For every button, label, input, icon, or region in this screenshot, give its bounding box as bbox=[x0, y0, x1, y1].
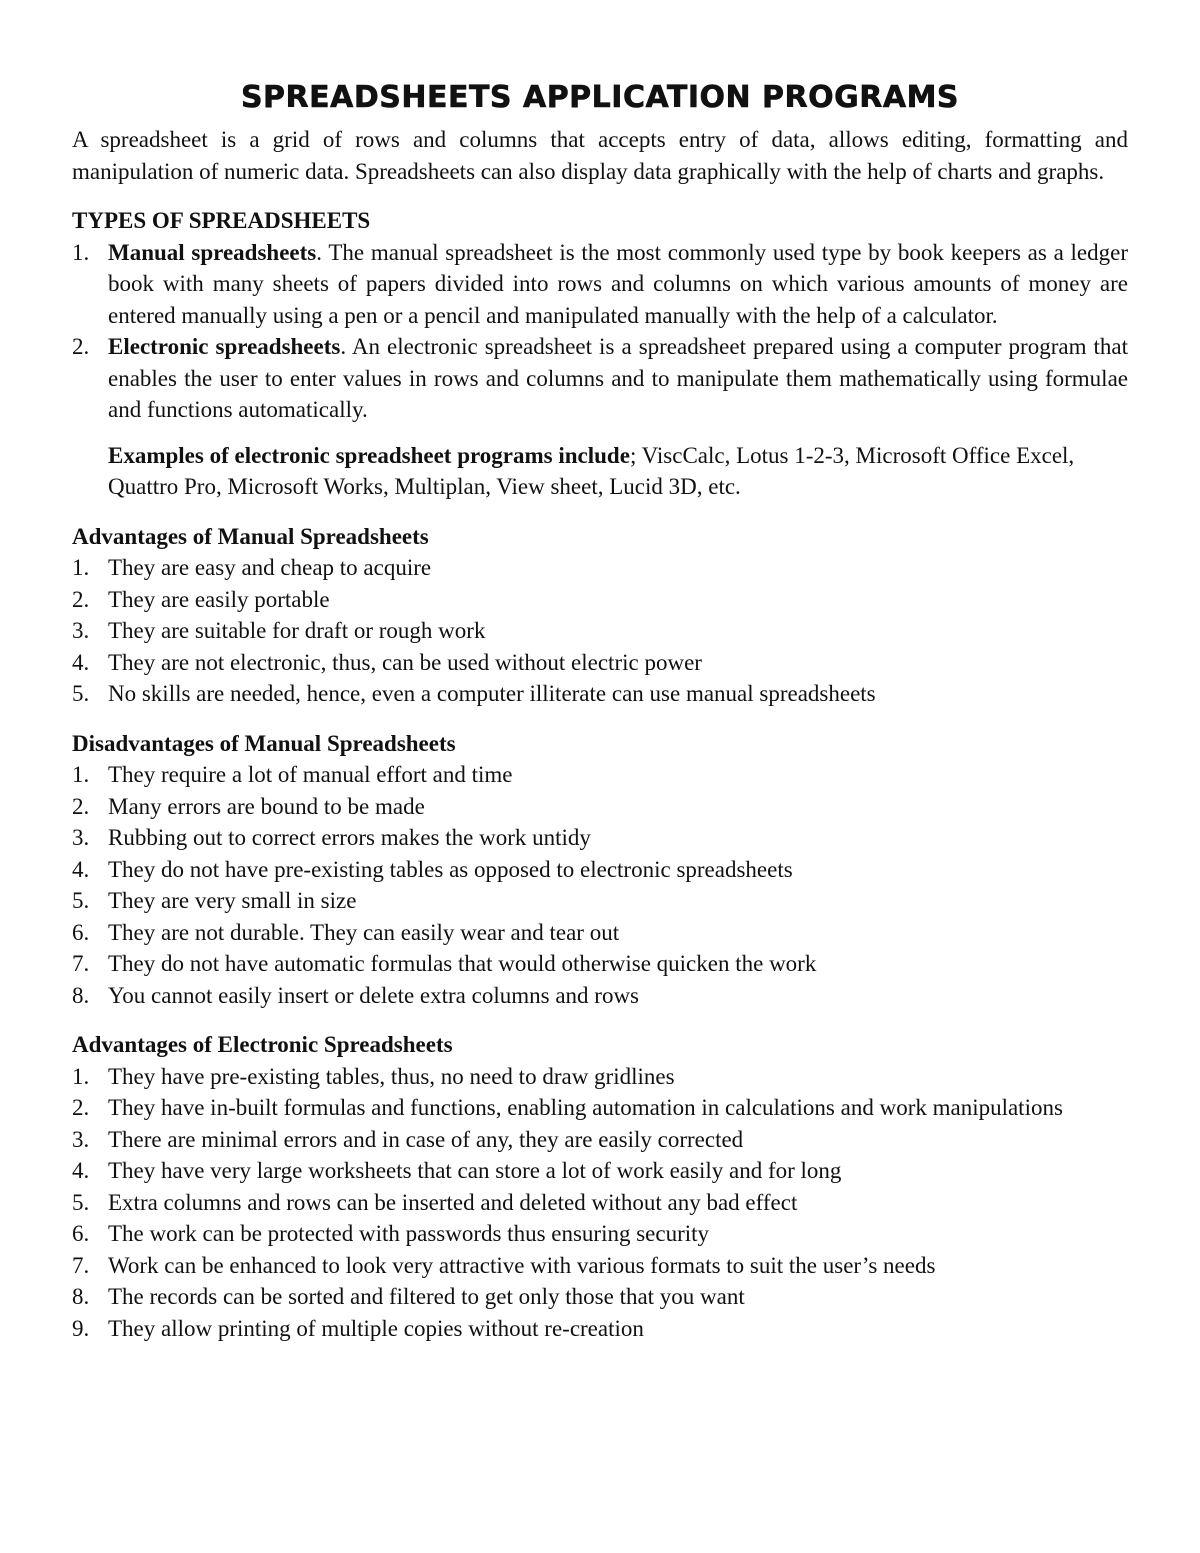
list-item bbox=[72, 791, 1128, 823]
types-heading: TYPES OF SPREADSHEETS bbox=[72, 208, 371, 233]
term-label: Manual spreadsheets bbox=[108, 239, 317, 265]
list-item bbox=[72, 1218, 1128, 1250]
list-number: 6. bbox=[72, 1221, 90, 1246]
advantages-manual-list bbox=[72, 552, 1128, 710]
list-item-text: Rubbing out to correct errors makes the work untidy bbox=[108, 825, 591, 850]
list-item bbox=[72, 980, 1128, 1012]
list-item-text: You cannot easily insert or delete extra columns and rows bbox=[108, 982, 640, 1008]
list-item bbox=[72, 1187, 1128, 1219]
list-item bbox=[72, 917, 1128, 949]
list-item-text: They are not durable. They can easily wear and tear out bbox=[108, 919, 620, 945]
examples-label: Examples of electronic spreadsheet programs include bbox=[108, 442, 630, 468]
advantages-manual-section bbox=[72, 521, 1128, 710]
disadvantages-manual-list bbox=[72, 759, 1128, 1011]
list-number: 1. bbox=[72, 239, 90, 265]
list-number: 2. bbox=[72, 334, 90, 359]
term-description: . An electronic spreadsheet is a spreadsheet prepared using a computer program that enables the user to enter values in rows and columns and to manipulate them mathematically using formulae and functions automatically. bbox=[108, 334, 1128, 422]
list-number: 1. bbox=[72, 555, 90, 580]
list-item bbox=[72, 678, 1128, 710]
types-section bbox=[72, 205, 1128, 503]
list-item bbox=[72, 1092, 1128, 1124]
list-item-text: They have pre-existing tables, thus, no need to draw gridlines bbox=[108, 1063, 675, 1089]
examples-text: ; ViscCalc, Lotus 1-2-3, Microsoft Office Excel, Quattro Pro, Microsoft Works, Multiplan, View sheet, Lucid 3D, etc. bbox=[108, 442, 1075, 499]
list-number: 4. bbox=[72, 649, 90, 675]
list-number: 1. bbox=[72, 1063, 90, 1089]
list-item bbox=[72, 237, 1128, 332]
list-number: 7. bbox=[72, 1252, 90, 1278]
list-item-text: No skills are needed, hence, even a computer illiterate can use manual spreadsheets bbox=[108, 681, 876, 706]
list-item bbox=[72, 331, 1128, 426]
list-item-text: There are minimal errors and in case of any, they are easily corrected bbox=[108, 1126, 744, 1152]
list-number: 4. bbox=[72, 856, 90, 882]
list-item bbox=[72, 647, 1128, 679]
list-number: 6. bbox=[72, 919, 90, 945]
list-number: 9. bbox=[72, 1315, 90, 1341]
list-item bbox=[72, 1124, 1128, 1156]
list-item-text: Many errors are bound to be made bbox=[108, 793, 425, 819]
list-number: 8. bbox=[72, 982, 90, 1008]
list-item bbox=[72, 1313, 1128, 1345]
list-number: 5. bbox=[72, 681, 90, 706]
list-number: 3. bbox=[72, 618, 90, 643]
term-label: Electronic spreadsheets bbox=[108, 334, 341, 359]
list-item-text: The work can be protected with passwords thus ensuring security bbox=[108, 1221, 710, 1246]
list-number: 2. bbox=[72, 1095, 90, 1120]
term-description: . The manual spreadsheet is the most commonly used type by book keepers as a ledger book with many sheets of papers divided into rows and columns on which various amounts of money are entered manually using a pen or a pencil and manipulated manually with the help of a calculator. bbox=[108, 239, 1128, 328]
list-number: 2. bbox=[72, 586, 90, 612]
list-item bbox=[72, 822, 1128, 854]
list-item bbox=[72, 552, 1128, 584]
list-item bbox=[72, 854, 1128, 886]
list-item bbox=[72, 1061, 1128, 1093]
examples-paragraph bbox=[108, 440, 1128, 503]
disadvantages-manual-section bbox=[72, 728, 1128, 1012]
document-title: SPREADSHEETS APPLICATION PROGRAMS bbox=[240, 80, 960, 115]
list-item-text: They are suitable for draft or rough work bbox=[108, 618, 486, 643]
list-item-text: They are easy and cheap to acquire bbox=[108, 555, 432, 580]
list-item bbox=[72, 1155, 1128, 1187]
advantages-electronic-list bbox=[72, 1061, 1128, 1345]
list-item-text: They are very small in size bbox=[108, 888, 357, 913]
list-item bbox=[72, 615, 1128, 647]
advantages-manual-heading: Advantages of Manual Spreadsheets bbox=[72, 523, 429, 549]
list-number: 3. bbox=[72, 1126, 90, 1152]
list-item-text: They are easily portable bbox=[108, 586, 330, 612]
list-item-text: They are not electronic, thus, can be used without electric power bbox=[108, 649, 702, 675]
list-number: 8. bbox=[72, 1284, 90, 1309]
list-number: 7. bbox=[72, 951, 90, 976]
list-item bbox=[72, 948, 1128, 980]
types-list bbox=[72, 237, 1128, 426]
list-number: 4. bbox=[72, 1158, 90, 1183]
list-item-text: The records can be sorted and filtered to get only those that you want bbox=[108, 1284, 745, 1309]
list-number: 5. bbox=[72, 888, 90, 913]
disadvantages-manual-heading: Disadvantages of Manual Spreadsheets bbox=[72, 730, 456, 756]
intro-paragraph: A spreadsheet is a grid of rows and columns that accepts entry of data, allows editing, formatting and manipulation of numeric data. Spreadsheets can also display data graphically with the help of charts and graphs. bbox=[72, 127, 1128, 184]
advantages-electronic-heading: Advantages of Electronic Spreadsheets bbox=[72, 1032, 453, 1057]
list-item bbox=[72, 759, 1128, 791]
list-item bbox=[72, 584, 1128, 616]
list-item-text: They do not have pre-existing tables as opposed to electronic spreadsheets bbox=[108, 856, 793, 882]
advantages-electronic-section bbox=[72, 1029, 1128, 1344]
list-number: 5. bbox=[72, 1189, 90, 1215]
list-item bbox=[72, 1281, 1128, 1313]
list-number: 3. bbox=[72, 825, 90, 850]
list-item-text: Extra columns and rows can be inserted and deleted without any bad effect bbox=[108, 1189, 798, 1215]
list-number: 2. bbox=[72, 793, 90, 819]
list-item-text: Work can be enhanced to look very attractive with various formats to suit the user’s needs bbox=[108, 1252, 936, 1278]
list-item bbox=[72, 885, 1128, 917]
list-item-text: They require a lot of manual effort and time bbox=[108, 762, 513, 787]
list-item bbox=[72, 1250, 1128, 1282]
list-item-text: They have very large worksheets that can store a lot of work easily and for long bbox=[108, 1158, 842, 1183]
list-item-text: They allow printing of multiple copies without re-creation bbox=[108, 1315, 644, 1341]
list-number: 1. bbox=[72, 762, 90, 787]
list-item-text: They do not have automatic formulas that would otherwise quicken the work bbox=[108, 951, 817, 976]
list-item-text: They have in-built formulas and functions, enabling automation in calculations and work manipulations bbox=[108, 1095, 1063, 1120]
